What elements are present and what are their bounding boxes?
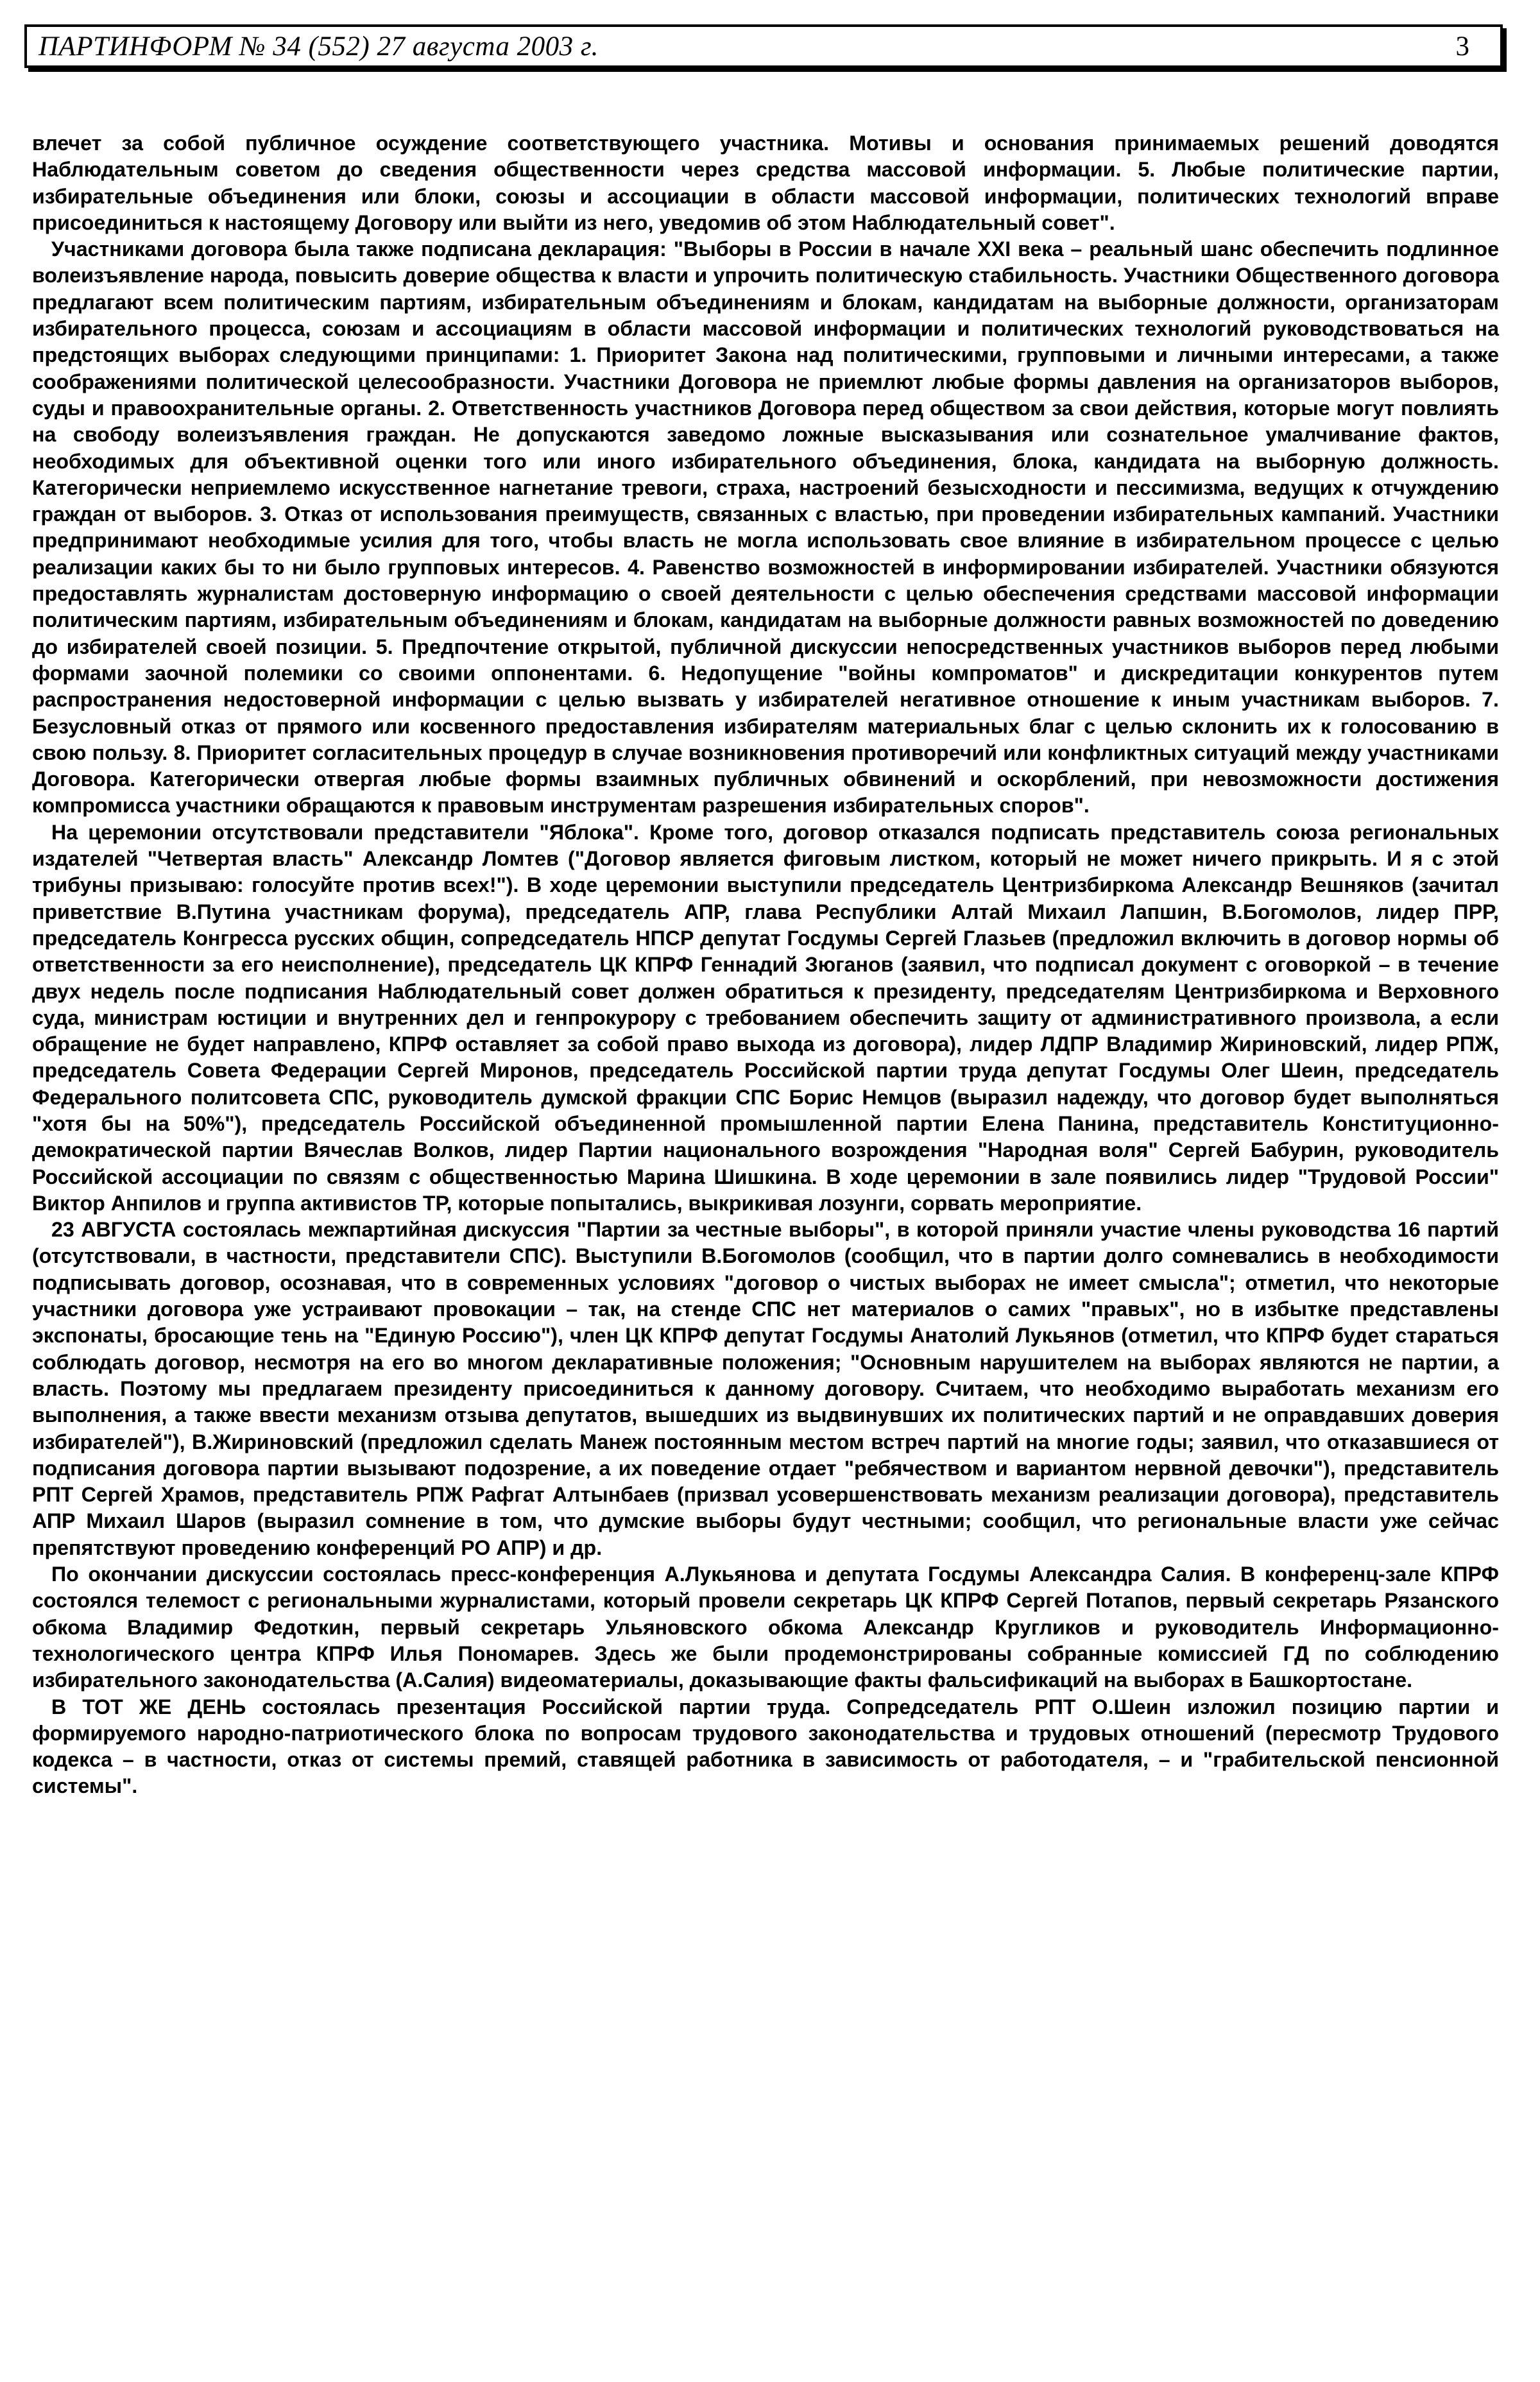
paragraph bbox=[32, 1694, 1499, 1800]
paragraph bbox=[32, 130, 1499, 236]
paragraph-text: влечет за собой публичное осуждение соответствующего участника. Мотивы и основания принимаемых решений доводятся Наблюдательным советом до сведения общественности через средства массовой информации. 5. Любые политические партии, избирательные объединения или блоки, союзы и ассоциации в области массовой информации, политических технологий вправе присоединиться к настоящему Договору или выйти из него, уведомив об этом Наблюдательный совет". bbox=[32, 132, 1499, 234]
paragraph-text: На церемонии отсутствовали представители "Яблока". Кроме того, договор отказался подписать представитель союза региональных издателей "Четвертая власть" Александр Ломтев ("Договор является фиговым листком, который не может ничего прикрыть. И я с этой трибуны призываю: голосуйте против всех!"). В ходе церемонии выступили председатель Центризбиркома Александр Вешняков (зачитал приветствие В.Путина участникам форума), председатель АПР, глава Республики Алтай Михаил Лапшин, В.Богомолов, лидер ПРР, председатель Конгресса русских общин, сопредседатель НПСР депутат Госдумы Сергей Глазьев (предложил включить в договор нормы об ответственности за его неисполнение), председатель ЦК КПРФ Геннадий Зюганов (заявил, что подписал документ с оговоркой – в течение двух недель после подписания Наблюдательный совет должен обратиться к президенту, председателям Центризбиркома и Верховного суда, министрам юстиции и внутренних дел и генпрокурору с требованием обеспечить защиту от административного произвола, а если обращение не будет направлено, КПРФ оставляет за собой право выхода из договора), лидер ЛДПР Владимир Жириновский, лидер РПЖ, председатель Совета Федерации Сергей Миронов, председатель Российской партии труда депутат Госдумы Олег Шеин, председатель Федерального политсовета СПС, руководитель думской фракции СПС Борис Немцов (выразил надежду, что договор будет выполняться "хотя бы на 50%"), председатель Российской объединенной промышленной партии Елена Панина, представитель Конституционно-демократической партии Вячеслав Волков, лидер Партии национального возрождения "Народная воля" Сергей Бабурин, руководитель Российской ассоциации по связям с общественностью Марина Шишкина. В ходе церемонии в зале появились лидер "Трудовой России" Виктор Анпилов и группа активистов ТР, которые попытались, выкрикивая лозунги, сорвать мероприятие. bbox=[32, 820, 1499, 1215]
paragraph-text: По окончании дискуссии состоялась пресс-конференция А.Лукьянова и депутата Госдумы Александра Салия. В конференц-зале КПРФ состоялся телемост с региональными журналистами, который провели секретарь ЦК КПРФ Сергей Потапов, первый секретарь Рязанского обкома Владимир Федоткин, первый секретарь Ульяновского обкома Александр Кругликов и руководитель Информационно-технологического центра КПРФ Илья Пономарев. Здесь же были продемонстрированы собранные комиссией ГД по соблюдению избирательного законодательства (А.Салия) видеоматериалы, доказывающие факты фальсификаций на выборах в Башкортостане. bbox=[32, 1563, 1499, 1692]
paragraph-lead: 23 АВГУСТА bbox=[51, 1218, 176, 1242]
paragraph-text: состоялась презентация Российской партии труда. Сопредседатель РПТ О.Шеин изложил позицию партии и формируемого народно-патриотического блока по вопросам трудового законодательства и трудовых отношений (пересмотр Трудового кодекса – в частности, отказ от системы премий, ставящей работника в зависимость от работодателя, – и "грабительской пенсионной системы". bbox=[32, 1695, 1499, 1798]
page-number: 3 bbox=[1455, 31, 1469, 62]
paragraph bbox=[32, 819, 1499, 1217]
paragraph-lead: В ТОТ ЖЕ ДЕНЬ bbox=[51, 1695, 246, 1718]
paragraph-text: состоялась межпартийная дискуссия "Партии за честные выборы", в которой приняли участие члены руководства 16 партий (отсутствовали, в частности, представители СПС). Выступили В.Богомолов (сообщил, что в партии долго сомневались в необходимости подписывать договор, осознавая, что в современных условиях "договор о чистых выборах не имеет смысла"; отметил, что некоторые участники договора уже устраивают провокации – так, на стенде СПС нет материалов о самих "правых", но в избытке представлены экспонаты, бросающие тень на "Единую Россию"), член ЦК КПРФ депутат Госдумы Анатолий Лукьянов (отметил, что КПРФ будет стараться соблюдать договор, несмотря на его во многом декларативные положения; "Основным нарушителем на выборах являются не партии, а власть. Поэтому мы предлагаем президенту присоединиться к данному договору. Считаем, что необходимо выработать механизм его выполнения, а также ввести механизм отзыва депутатов, вышедших из выдвинувших их политических партий и не оправдавших доверия избирателей"), В.Жириновский (предложил сделать Манеж постоянным местом встреч партий на многие годы; заявил, что отказавшиеся от подписания договора партии вызывают подозрение, а их поведение отдает "ребячеством и вариантом нервной девочки"), представитель РПТ Сергей Храмов, представитель РПЖ Рафгат Алтынбаев (призвал усовершенствовать механизм реализации договора), представитель АПР Михаил Шаров (выразил сомнение в том, что думские выборы будут честными; сообщил, что региональные власти уже сейчас препятствуют проведению конференций РО АПР) и др. bbox=[32, 1218, 1500, 1559]
article-body bbox=[32, 130, 1499, 1800]
publication-title: ПАРТИНФОРМ № 34 (552) 27 августа 2003 г. bbox=[38, 31, 599, 62]
paragraph-text: Участниками договора была также подписана декларация: "Выборы в России в начале XXI века – реальный шанс обеспечить подлинное волеизъявление народа, повысить доверие общества к власти и упрочить политическую стабильность. Участники Общественного договора предлагают всем политическим партиям, избирательным объединениям и блокам, кандидатам на выборные должности, организаторам избирательного процесса, союзам и ассоциациям в области массовой информации и политических технологий руководствоваться на предстоящих выборах следующими принципами: 1. Приоритет Закона над политическими, групповыми и личными интересами, а также соображениями политической целесообразности. Участники Договора не приемлют любые формы давления на организаторов выборов, суды и правоохранительные органы. 2. Ответственность участников Договора перед обществом за свои действия, которые могут повлиять на свободу волеизъявления граждан. Не допускаются заведомо ложные высказывания или сознательное умалчивание фактов, необходимых для объективной оценки того или иного избирательного объединения, блока, кандидата на выборную должность. Категорически неприемлемо искусственное нагнетание тревоги, страха, настроений безысходности и пессимизма, ведущих к отчуждению граждан от выборов. 3. Отказ от использования преимуществ, связанных с властью, при проведении избирательных кампаний. Участники предпринимают необходимые усилия для того, чтобы власть не могла использовать свое влияние в избирательном процессе с целью реализации каких бы то ни было групповых интересов. 4. Равенство возможностей в информировании избирателей. Участники обязуются предоставлять журналистам достоверную информацию о своей деятельности с целью обеспечения средствами массовой информации политическим партиям, избирательным объединениям и блокам, кандидатам на выборные должности равных возможностей по доведению до избирателей своей позиции. 5. Предпочтение открытой, публичной дискуссии непосредственных участников выборов перед любыми формами заочной полемики со своими оппонентами. 6. Недопущение "войны компроматов" и дискредитации конкурентов путем распространения недостоверной информации с целью вызвать у избирателей негативное отношение к иным участникам выборов. 7. Безусловный отказ от прямого или косвенного предоставления избирателям материальных благ с целью склонить их к голосованию в свою пользу. 8. Приоритет согласительных процедур в случае возникновения противоречий или конфликтных ситуаций между участниками Договора. Категорически отвергая любые формы взаимных публичных обвинений и оскорблений, при невозможности достижения компромисса участники обращаются к правовым инструментам разрешения избирательных споров". bbox=[32, 237, 1499, 818]
page-header bbox=[24, 24, 1503, 68]
paragraph bbox=[32, 236, 1499, 819]
paragraph bbox=[32, 1561, 1499, 1693]
paragraph bbox=[32, 1217, 1499, 1561]
